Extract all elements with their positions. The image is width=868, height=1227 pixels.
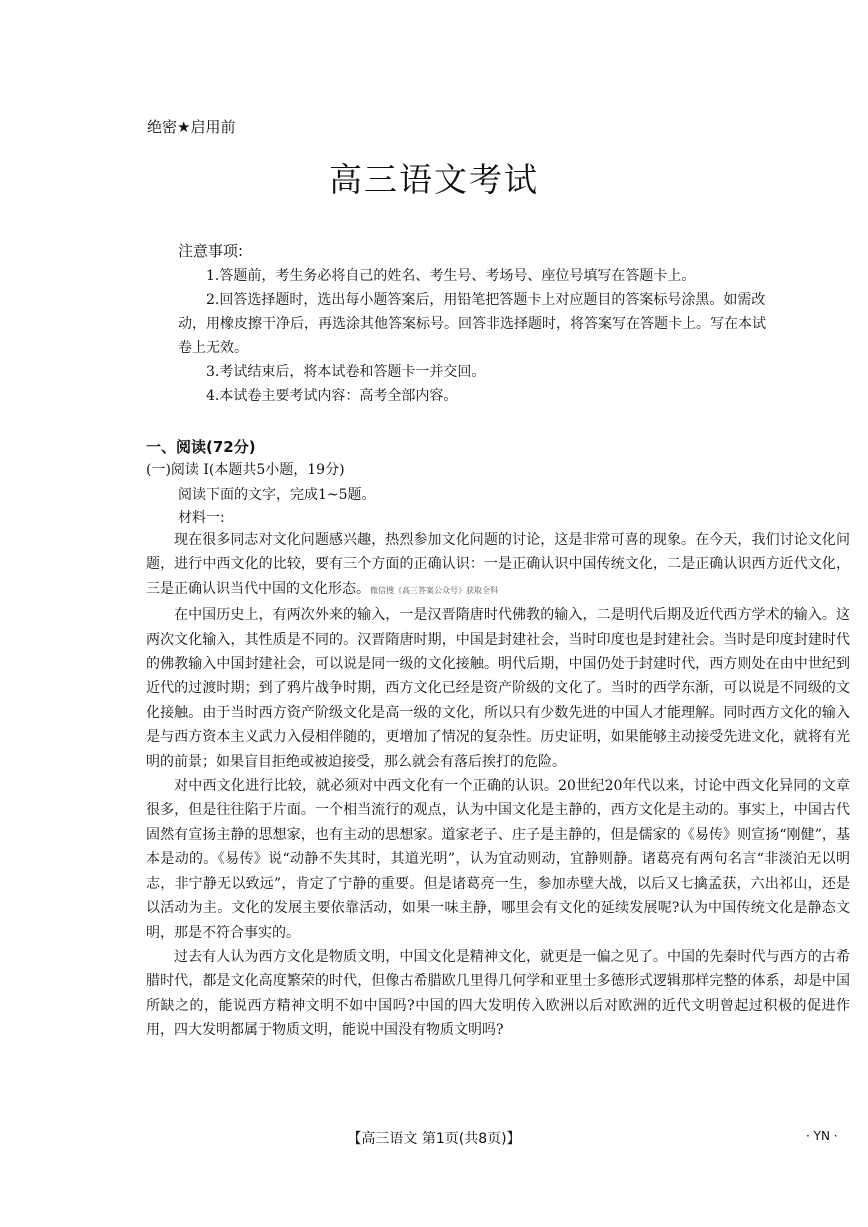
paragraph-text: 现在很多同志对文化问题感兴趣，热烈参加文化问题的讨论，这是非常可喜的现象。在今天，我们讨论文化问题，进行中西文化的比较，要有三个方面的正确认识：一是正确认识中国传统文化，二是正确认识西方近代文化，三是正确认识当代中国的文化形态。 <box>146 532 850 597</box>
notice-list <box>178 264 778 408</box>
passage-paragraph: 过去有人认为西方文化是物质文明，中国文化是精神文化，就更是一偏之见了。中国的先秦时代与西方的古希腊时代，都是文化高度繁荣的时代，但像古希腊欧几里得几何学和亚里士多德形式逻辑那样完整的体系，却是中国所缺之的，能说西方精神文明不如中国吗?中国的四大发明传入欧洲以后对欧洲的近代文明曾起过积极的促进作用，四大发明都属于物质文明，能说中国没有物质文明吗? <box>146 948 850 1039</box>
confidential-label: 绝密★启用前 <box>147 118 236 136</box>
passage-paragraph <box>146 528 850 603</box>
passage-paragraph: 对中西文化进行比较，就必须对中西文化有一个正确的认识。20世纪20年代以来，讨论中西文化异同的文章很多，但是往往陷于片面。一个相当流行的观点，认为中国文化是主静的，西方文化是主动的。事实上，中国古代固然有宣扬主静的思想家，也有主动的思想家。道家老子、庄子是主静的，但是儒家的《易传》则宣扬“刚健”，基本是动的。《易传》说“动静不失其时，其道光明”，认为宜动则动，宜静则静。诸葛亮有两句名言“非淡泊无以明志，非宁静无以致远”，肯定了宁静的重要。但是诸葛亮一生，参加赤壁大战，以后又七擒孟获，六出祁山，还是以活动为主。文化的发展主要依靠活动，如果一味主静，哪里会有文化的延续发展呢?认为中国传统文化是静态文明，那是不符合事实的。 <box>146 778 850 941</box>
material-label: 材料一: <box>178 510 225 526</box>
notice-item: 3.考试结束后，将本试卷和答题卡一并交回。 <box>206 364 486 380</box>
notice-item: 2.回答选择题时，选出每小题答案后，用铅笔把答题卡上对应题目的答案标号涂黑。如需改动，用橡皮擦干净后，再选涂其他答案标号。回答非选择题时，将答案写在答题卡上。写在本试卷上无效。 <box>178 292 766 356</box>
page-footer: 【高三语文 第1页(共8页)】 <box>347 1131 521 1147</box>
section-heading: 一、阅读(72分) <box>146 438 256 456</box>
notice-item: 4.本试卷主要考试内容：高考全部内容。 <box>206 388 458 404</box>
passage-paragraph: 在中国历史上，有两次外来的输入，一是汉晋隋唐时代佛教的输入，二是明代后期及近代西方学术的输入。这两次文化输入，其性质是不同的。汉晋隋唐时期，中国是封建社会，当时印度也是封建社会。当时是印度封建时代的佛教输入中国封建社会，可以说是同一级的文化接触。明代后期，中国仍处于封建时代，西方则处在由中世纪到近代的过渡时期；到了鸦片战争时期，西方文化已经是资产阶级的文化了。当时的西学东渐，可以说是不同级的文化接触。由于当时西方资产阶级文化是高一级的文化，所以只有少数先进的中国人才能理解。同时西方文化的输入是与西方资本主义武力入侵相伴随的，更增加了情况的复杂性。历史证明，如果能够主动接受先进文化，就将有光明的前景；如果盲目拒绝或被迫接受，那么就会有落后挨打的危险。 <box>146 607 850 770</box>
footer-code: · YN · <box>806 1129 838 1143</box>
reading-passage <box>146 528 850 1043</box>
reading-instruction: 阅读下面的文字，完成1~5题。 <box>178 487 376 503</box>
exam-title: 高三语文考试 <box>329 160 539 199</box>
subsection-heading: (一)阅读 I(本题共5小题，19分) <box>146 462 345 478</box>
notice-item: 1.答题前，考生务必将自己的姓名、考生号、考场号、座位号填写在答题卡上。 <box>206 268 696 284</box>
notice-heading: 注意事项: <box>178 242 244 260</box>
watermark-text: 微信搜《高三答案公众号》获取全科 <box>370 585 498 595</box>
